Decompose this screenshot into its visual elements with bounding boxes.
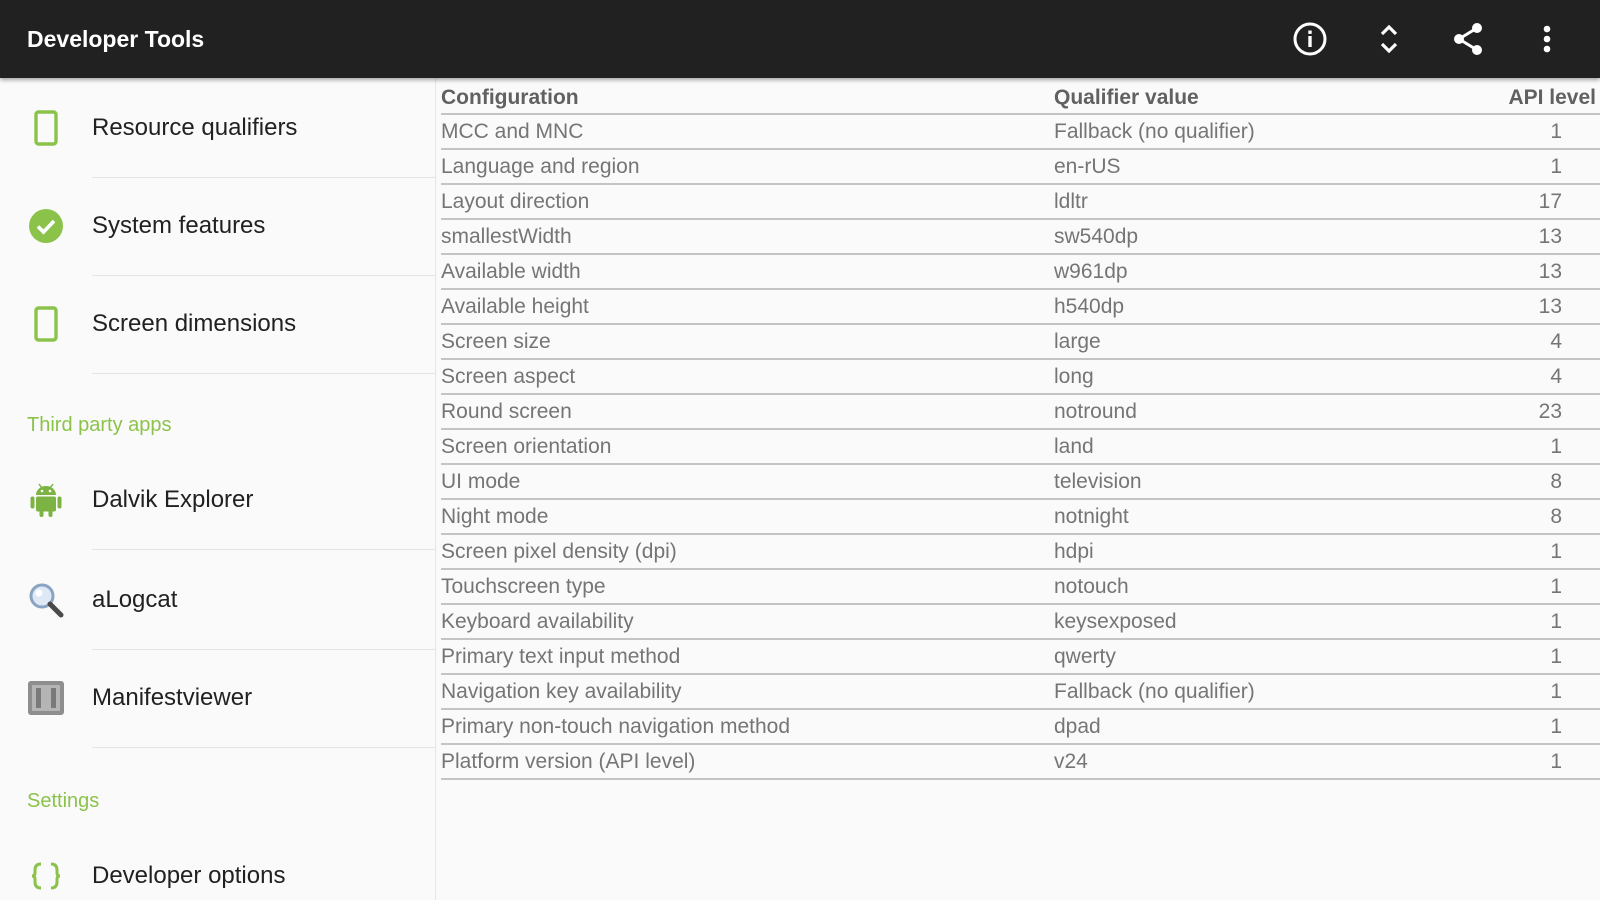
cell-configuration: Round screen	[441, 394, 1054, 429]
table-header-row	[441, 82, 1600, 114]
phone-icon	[26, 304, 66, 344]
cell-api-level: 13	[1492, 289, 1600, 324]
cell-api-level: 1	[1492, 149, 1600, 184]
cell-configuration: Navigation key availability	[441, 674, 1054, 709]
nav-item-label: Developer options	[92, 862, 286, 889]
overflow-menu-button[interactable]	[1507, 0, 1586, 78]
cell-qualifier-value: land	[1054, 429, 1492, 464]
braces-icon	[26, 856, 66, 896]
qualifiers-table	[441, 82, 1600, 780]
table-row	[441, 254, 1600, 289]
divider	[92, 373, 436, 374]
nav-item-alogcat[interactable]	[0, 550, 436, 650]
cell-qualifier-value: long	[1054, 359, 1492, 394]
info-icon	[1292, 21, 1328, 57]
nav-item-dalvik-explorer[interactable]	[0, 450, 436, 550]
nav-item-label: Dalvik Explorer	[92, 486, 254, 513]
cell-qualifier-value: en-rUS	[1054, 149, 1492, 184]
cell-configuration: Touchscreen type	[441, 569, 1054, 604]
table-row	[441, 604, 1600, 639]
cell-qualifier-value: hdpi	[1054, 534, 1492, 569]
column-header-configuration: Configuration	[441, 82, 1054, 114]
nav-item-manifestviewer[interactable]	[0, 648, 436, 748]
cell-qualifier-value: notround	[1054, 394, 1492, 429]
cell-qualifier-value: qwerty	[1054, 639, 1492, 674]
share-icon	[1450, 20, 1486, 58]
table-row	[441, 674, 1600, 709]
table-row	[441, 324, 1600, 359]
cell-api-level: 8	[1492, 499, 1600, 534]
cell-qualifier-value: ldltr	[1054, 184, 1492, 219]
phone-icon	[26, 108, 66, 148]
nav-item-label: System features	[92, 212, 266, 239]
cell-api-level: 1	[1492, 709, 1600, 744]
magnifier-icon	[26, 580, 66, 620]
cell-api-level: 17	[1492, 184, 1600, 219]
cell-api-level: 1	[1492, 604, 1600, 639]
cell-qualifier-value: sw540dp	[1054, 219, 1492, 254]
table-row	[441, 394, 1600, 429]
nav-item-label: Screen dimensions	[92, 310, 297, 337]
cell-api-level: 1	[1492, 429, 1600, 464]
table-row	[441, 499, 1600, 534]
appbar-actions	[1270, 0, 1586, 78]
cell-api-level: 1	[1492, 674, 1600, 709]
table-row	[441, 534, 1600, 569]
table-row	[441, 744, 1600, 779]
cell-configuration: UI mode	[441, 464, 1054, 499]
app-title: Developer Tools	[27, 25, 205, 52]
cell-configuration: MCC and MNC	[441, 114, 1054, 149]
table-row	[441, 184, 1600, 219]
section-header-third-party: Third party apps	[27, 414, 172, 436]
cell-api-level: 1	[1492, 534, 1600, 569]
manifest-icon	[26, 678, 66, 718]
cell-configuration: Keyboard availability	[441, 604, 1054, 639]
nav-item-label: Manifestviewer	[92, 684, 253, 711]
cell-api-level: 1	[1492, 114, 1600, 149]
cell-configuration: Platform version (API level)	[441, 744, 1054, 779]
cell-qualifier-value: dpad	[1054, 709, 1492, 744]
cell-api-level: 8	[1492, 464, 1600, 499]
expand-collapse-button[interactable]	[1349, 0, 1428, 78]
android-icon	[26, 480, 66, 520]
table-row	[441, 359, 1600, 394]
nav-item-label: Resource qualifiers	[92, 114, 298, 141]
app-bar	[0, 0, 1600, 78]
cell-configuration: Screen pixel density (dpi)	[441, 534, 1054, 569]
resource-qualifiers-panel	[437, 78, 1600, 900]
cell-api-level: 4	[1492, 324, 1600, 359]
column-header-api-level: API level	[1492, 82, 1600, 114]
expand-collapse-icon	[1374, 21, 1404, 57]
cell-configuration: Screen aspect	[441, 359, 1054, 394]
cell-configuration: Layout direction	[441, 184, 1054, 219]
cell-configuration: Available height	[441, 289, 1054, 324]
cell-qualifier-value: Fallback (no qualifier)	[1054, 674, 1492, 709]
more-vert-icon	[1541, 21, 1553, 57]
cell-configuration: Screen orientation	[441, 429, 1054, 464]
table-row	[441, 219, 1600, 254]
cell-qualifier-value: h540dp	[1054, 289, 1492, 324]
check-circle-icon	[26, 206, 66, 246]
table-row	[441, 569, 1600, 604]
cell-qualifier-value: keysexposed	[1054, 604, 1492, 639]
cell-api-level: 1	[1492, 569, 1600, 604]
cell-configuration: Night mode	[441, 499, 1054, 534]
table-row	[441, 149, 1600, 184]
cell-api-level: 23	[1492, 394, 1600, 429]
cell-configuration: Language and region	[441, 149, 1054, 184]
cell-qualifier-value: television	[1054, 464, 1492, 499]
cell-qualifier-value: w961dp	[1054, 254, 1492, 289]
table-row	[441, 639, 1600, 674]
cell-api-level: 1	[1492, 639, 1600, 674]
nav-item-resource-qualifiers[interactable]	[0, 78, 436, 178]
cell-qualifier-value: notnight	[1054, 499, 1492, 534]
cell-configuration: Primary non-touch navigation method	[441, 709, 1054, 744]
cell-qualifier-value: large	[1054, 324, 1492, 359]
divider	[92, 747, 436, 748]
column-header-qualifier: Qualifier value	[1054, 82, 1492, 114]
share-button[interactable]	[1428, 0, 1507, 78]
navigation-drawer	[0, 78, 436, 900]
table-row	[441, 464, 1600, 499]
cell-qualifier-value: notouch	[1054, 569, 1492, 604]
cell-qualifier-value: v24	[1054, 744, 1492, 779]
table-row	[441, 289, 1600, 324]
cell-configuration: Primary text input method	[441, 639, 1054, 674]
cell-api-level: 13	[1492, 254, 1600, 289]
nav-item-system-features[interactable]	[0, 176, 436, 276]
cell-api-level: 1	[1492, 744, 1600, 779]
nav-item-developer-options[interactable]	[0, 826, 436, 900]
cell-configuration: Available width	[441, 254, 1054, 289]
info-button[interactable]	[1270, 0, 1349, 78]
section-header-settings: Settings	[27, 790, 100, 812]
cell-api-level: 13	[1492, 219, 1600, 254]
table-row	[441, 114, 1600, 149]
cell-qualifier-value: Fallback (no qualifier)	[1054, 114, 1492, 149]
nav-item-screen-dimensions[interactable]	[0, 274, 436, 374]
nav-item-label: aLogcat	[92, 586, 178, 613]
table-row	[441, 429, 1600, 464]
cell-configuration: smallestWidth	[441, 219, 1054, 254]
cell-api-level: 4	[1492, 359, 1600, 394]
cell-configuration: Screen size	[441, 324, 1054, 359]
table-row	[441, 709, 1600, 744]
